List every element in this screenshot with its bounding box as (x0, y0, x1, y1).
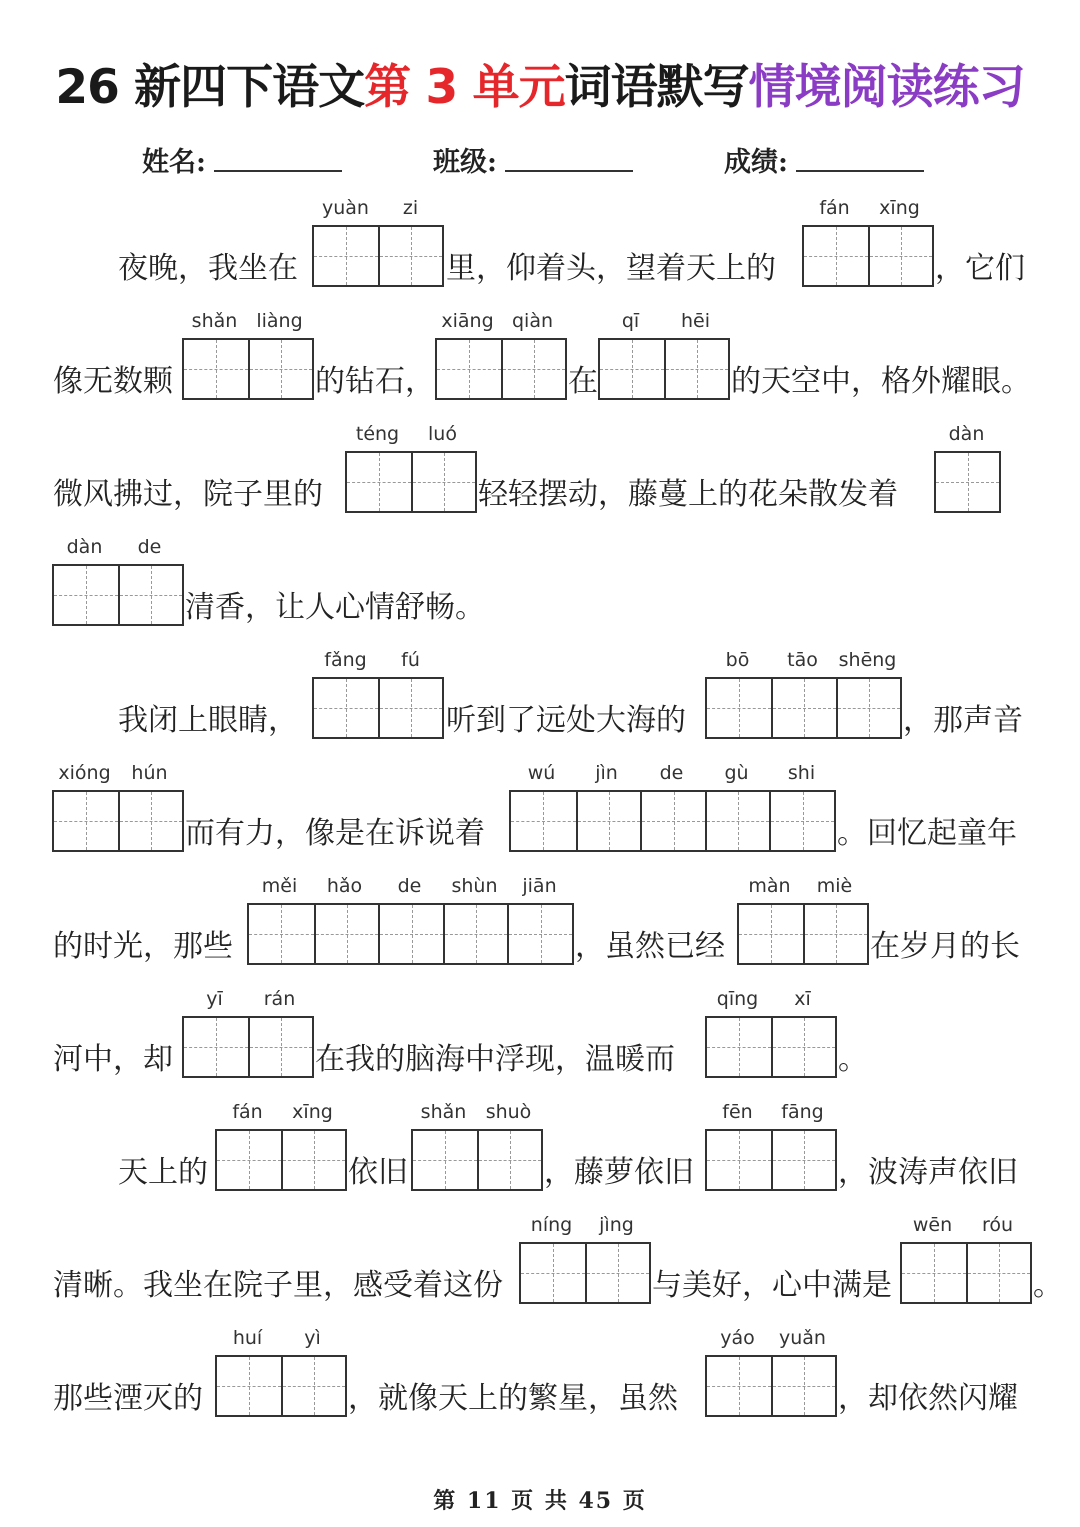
page-number: 第 11 页 共 45 页 (433, 1488, 647, 1514)
pinyin: yuàn (322, 197, 369, 219)
score-label: 成绩: (724, 147, 788, 178)
pinyin: yáo (720, 1327, 755, 1349)
pinyin: wēn (912, 1214, 953, 1236)
class-blank[interactable] (505, 156, 633, 172)
pinyin: gù (724, 762, 749, 784)
pinyin: yuǎn (779, 1327, 826, 1349)
pinyin: xī (794, 988, 811, 1010)
answer-grid[interactable] (598, 338, 730, 400)
answer-grid[interactable] (312, 225, 444, 287)
score-blank[interactable] (796, 156, 924, 172)
sentence-text: 清晰。我坐在院子里，感受着这份 (53, 1268, 503, 1303)
title-part-1: 26 新四下语文 (55, 60, 365, 115)
name-field[interactable] (142, 140, 342, 184)
sentence-text: 里，仰着头，望着天上的 (446, 251, 776, 286)
pinyin: qī (621, 310, 640, 332)
pinyin: fāng (781, 1101, 824, 1123)
pinyin: zi (402, 197, 419, 219)
pinyin: xiāng (441, 310, 494, 332)
answer-grid[interactable] (411, 1129, 543, 1191)
answer-grid[interactable] (182, 1016, 314, 1078)
pinyin: dàn (66, 536, 103, 558)
pinyin: wú (527, 762, 556, 784)
sentence-text: 在岁月的长 (870, 929, 1020, 964)
answer-grid[interactable] (705, 1355, 837, 1417)
page-title (0, 56, 1080, 120)
answer-grid[interactable] (215, 1355, 347, 1417)
sentence-text: 而有力，像是在诉说着 (185, 816, 485, 851)
pinyin: fú (401, 649, 420, 671)
pinyin: xióng (58, 762, 111, 784)
sentence-text: 与美好，心中满是 (652, 1268, 892, 1303)
sentence-text: 微风拂过，院子里的 (53, 477, 323, 512)
sentence-text: ，波涛声依旧 (838, 1155, 1018, 1190)
sentence-text: 。 (838, 1042, 868, 1077)
pinyin: shǎn (191, 310, 238, 332)
name-label: 姓名: (142, 147, 206, 178)
pinyin: shǎn (420, 1101, 467, 1123)
pinyin: róu (981, 1214, 1014, 1236)
sentence-text: 轻轻摆动，藤蔓上的花朵散发着 (478, 477, 898, 512)
answer-grid[interactable] (52, 790, 184, 852)
sentence-text: 天上的 (118, 1155, 208, 1190)
score-field[interactable] (724, 140, 924, 184)
sentence-text: 清香，让人心情舒畅。 (185, 590, 485, 625)
sentence-text: 我闭上眼睛， (118, 703, 298, 738)
answer-grid[interactable] (52, 564, 184, 626)
pinyin: de (137, 536, 162, 558)
answer-grid[interactable] (519, 1242, 651, 1304)
pinyin: hǎo (326, 875, 363, 897)
pinyin: téng (355, 423, 400, 445)
pinyin: huí (232, 1327, 263, 1349)
pinyin: yī (206, 988, 223, 1010)
pinyin: qiàn (511, 310, 554, 332)
sentence-text: ，虽然已经 (575, 929, 725, 964)
answer-grid[interactable] (705, 677, 902, 739)
answer-grid[interactable] (900, 1242, 1032, 1304)
title-part-3: 词语默写 (564, 60, 749, 115)
sentence-text: 的钻石， (315, 364, 435, 399)
pinyin: yì (304, 1327, 321, 1349)
pinyin: fēn (722, 1101, 753, 1123)
sentence-text: 。回忆起童年 (837, 816, 1017, 851)
answer-grid[interactable] (705, 1016, 837, 1078)
sentence-text: 那些湮灭的 (53, 1381, 203, 1416)
name-blank[interactable] (214, 156, 342, 172)
answer-grid[interactable] (215, 1129, 347, 1191)
pinyin: shùn (451, 875, 498, 897)
answer-grid[interactable] (802, 225, 934, 287)
title-part-2: 第 3 单元 (364, 60, 565, 115)
sentence-text: 河中，却 (53, 1042, 173, 1077)
class-field[interactable] (433, 140, 633, 184)
class-label: 班级: (433, 147, 497, 178)
pinyin: dàn (948, 423, 985, 445)
pinyin: rán (263, 988, 296, 1010)
pinyin: fǎng (324, 649, 367, 671)
sentence-text: 听到了远处大海的 (446, 703, 686, 738)
answer-grid[interactable] (247, 903, 574, 965)
sentence-text: ，却依然闪耀 (838, 1381, 1018, 1416)
sentence-text: 依旧 (348, 1155, 408, 1190)
pinyin: měi (261, 875, 298, 897)
title-part-4: 情境阅读练习 (748, 60, 1025, 115)
answer-grid[interactable] (345, 451, 477, 513)
pinyin: jìng (599, 1214, 634, 1236)
sentence-text: ，它们 (935, 251, 1025, 286)
pinyin: luó (428, 423, 457, 445)
pinyin: shēng (838, 649, 897, 671)
sentence-text: 像无数颗 (53, 364, 173, 399)
answer-grid[interactable] (509, 790, 836, 852)
pinyin: hún (131, 762, 168, 784)
pinyin: fán (232, 1101, 263, 1123)
sentence-text: 在 (568, 364, 598, 399)
answer-grid[interactable] (312, 677, 444, 739)
sentence-text: 夜晚，我坐在 (118, 251, 298, 286)
pinyin: liàng (256, 310, 303, 332)
pinyin: shuò (485, 1101, 532, 1123)
pinyin: de (397, 875, 422, 897)
pinyin: jiān (522, 875, 557, 897)
pinyin: xīng (879, 197, 920, 219)
sentence-text: 在我的脑海中浮现，温暖而 (315, 1042, 675, 1077)
pinyin: fán (819, 197, 850, 219)
sentence-text: ，就像天上的繁星，虽然 (348, 1381, 678, 1416)
pinyin: tāo (787, 649, 818, 671)
sentence-text: 。 (1033, 1268, 1063, 1303)
sentence-text: ，藤萝依旧 (544, 1155, 694, 1190)
answer-grid[interactable] (435, 338, 567, 400)
pinyin: hēi (680, 310, 710, 332)
answer-grid[interactable] (934, 451, 1001, 513)
pinyin: jìn (595, 762, 618, 784)
pinyin: de (659, 762, 684, 784)
pinyin: xīng (292, 1101, 333, 1123)
pinyin: màn (748, 875, 791, 897)
sentence-text: ，那声音 (903, 703, 1023, 738)
pinyin: shi (787, 762, 816, 784)
sentence-text: 的天空中，格外耀眼。 (731, 364, 1031, 399)
answer-grid[interactable] (737, 903, 869, 965)
sentence-text: 的时光，那些 (53, 929, 233, 964)
answer-grid[interactable] (182, 338, 314, 400)
pinyin: níng (530, 1214, 573, 1236)
pinyin: miè (816, 875, 853, 897)
pinyin: bō (725, 649, 750, 671)
answer-grid[interactable] (705, 1129, 837, 1191)
pinyin: qīng (716, 988, 759, 1010)
